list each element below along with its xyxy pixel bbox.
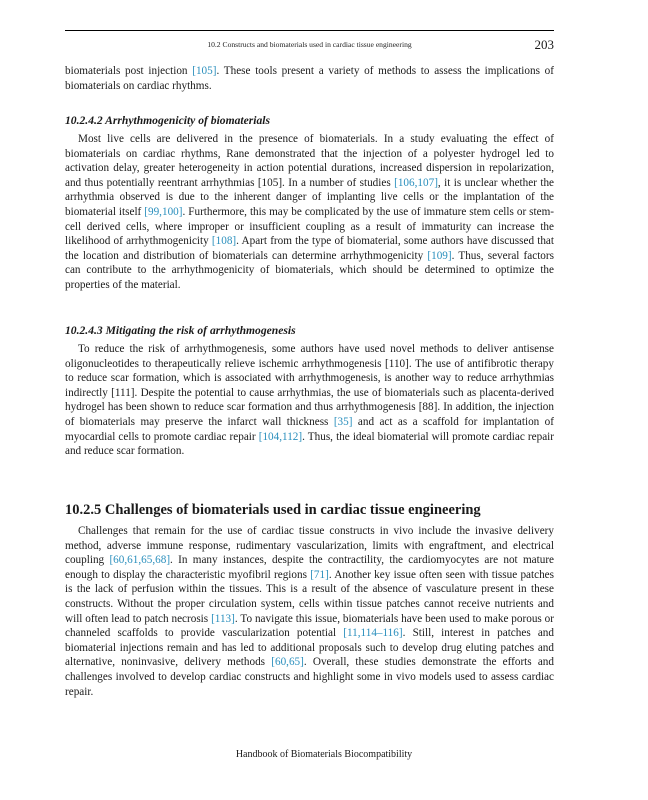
text-run: , it is unclear whether the arrhythmia observed is due to the inherent danger of implanting live cells or the implantation of the biomaterial itself xyxy=(65,176,555,218)
text-run: Challenges that remain for the use of cardiac tissue constructs in vivo include the invasive delivery method, adverse immune response, rudimentary vascularization, limits with engraftment, and electrical coupling xyxy=(65,525,554,567)
citation[interactable]: [113] xyxy=(211,612,235,625)
running-title: 10.2 Constructs and biomaterials used in cardiac tissue engineering xyxy=(207,40,412,49)
text-run: biomaterials post injection xyxy=(65,65,193,77)
citation[interactable]: [105] xyxy=(192,65,217,77)
citation[interactable]: [108] xyxy=(211,235,237,248)
text-run: . Another key issue often seen with tissue patches is the lack of perfusion within the tissues. This is a result of the absence of vasculature present in these constructs. Without the proper circulation system, cells within tissue patches cannot receive nutrients and will often lead to patch necrosis xyxy=(65,568,554,625)
text-run: and act as a scaffold for implantation of myocardial cells to promote cardiac repair xyxy=(65,415,554,443)
citation[interactable]: [60,65] xyxy=(271,656,304,669)
citation[interactable]: [106,107] xyxy=(394,176,438,189)
text-run: . These tools present a variety of methods to assess the implications of biomaterials on cardiac rhythms. xyxy=(65,65,554,92)
section-heading-10-2-4-2: 10.2.4.2 Arrhythmogenicity of biomaterials xyxy=(65,114,271,127)
paragraph-mitigating-risk xyxy=(65,342,554,459)
intro-paragraph xyxy=(65,64,554,93)
text-run: . In many instances, despite the contractility, the cardiomyocytes are not mature enough to display the characteristic myofibril regions xyxy=(65,554,555,581)
page-number: 203 xyxy=(534,37,554,52)
text-run: Most live cells are delivered in the presence of biomaterials. In a study evaluating the effect of biomaterials on cardiac rhythms, Rane demonstrated that the injection of a polyester hydrogel led to activation delay, greater heterogeneity in action potential durations, increased dispersion in repolarization, and thus potentially reentrant arrhythmias [105]. In a number of studies xyxy=(65,133,554,189)
text-run: . Overall, these studies demonstrate the efforts and challenges involved to develop cardiac constructs and highlight some in vivo models used to assess cardiac repair. xyxy=(65,656,554,698)
citation[interactable]: [11,114–116] xyxy=(343,627,403,640)
text-run: . Apart from the type of biomaterial, some authors have discussed that the location and distribution of biomaterials can determine arrhythmogenicity xyxy=(65,235,555,262)
text-run: . Furthermore, this may be complicated by the use of immature stem cells or stem-cell derived cells, where improper or insufficient coupling as a result of immaturity can increase the likelihood of arrhythmogenicity xyxy=(65,205,554,248)
section-heading-10-2-5: 10.2.5 Challenges of biomaterials used in cardiac tissue engineering xyxy=(65,502,481,518)
citation[interactable]: [99,100] xyxy=(144,205,183,218)
citation[interactable]: [109] xyxy=(427,249,452,262)
paragraph-challenges xyxy=(65,524,554,699)
book-title-footer: Handbook of Biomaterials Biocompatibility xyxy=(235,749,413,760)
section-heading-10-2-4-3: 10.2.4.3 Mitigating the risk of arrhythmogenesis xyxy=(65,324,296,337)
citation[interactable]: [60,61,65,68] xyxy=(109,554,171,567)
running-header xyxy=(65,30,554,53)
text-run: . Still, interest in patches and biomaterial injections remain and has led to additional proposals such to develop drug eluting patches and alternative, noninvasive, delivery methods xyxy=(65,627,554,669)
text-run: To reduce the risk of arrhythmogenesis, some authors have used novel methods to deliver antisense oligonucleotides to therapeutically relieve ischemic arrhythmogenesis [110]. The use of antifibrotic therapy to reduce scar formation, which is associated with arrhythmogenesis, is another way to reduce arrhythmias indirectly [111]. Despite the potential to cause arrhythmias, the use of biomaterials such as placenta-derived hydrogel has been shown to reduce scar formation and thus arrhythmogenesis [88]. In addition, the injection of biomaterials may preserve the infarct wall thickness xyxy=(65,343,554,428)
citation[interactable]: [104,112] xyxy=(258,430,303,443)
text-run: . Thus, several factors can contribute to the arrhythmogenicity of biomaterials, which should be determined to optimize the properties of the material. xyxy=(65,249,554,291)
text-run: . Thus, the ideal biomaterial will promote cardiac repair and reduce scar formation. xyxy=(65,430,555,458)
citation[interactable]: [71] xyxy=(310,568,329,581)
paragraph-arrhythmogenicity xyxy=(65,132,554,293)
citation[interactable]: [35] xyxy=(333,415,353,428)
text-run: . To navigate this issue, biomaterials have been used to make porous or channeled scaffolds to provide vascularization potential xyxy=(65,612,554,640)
